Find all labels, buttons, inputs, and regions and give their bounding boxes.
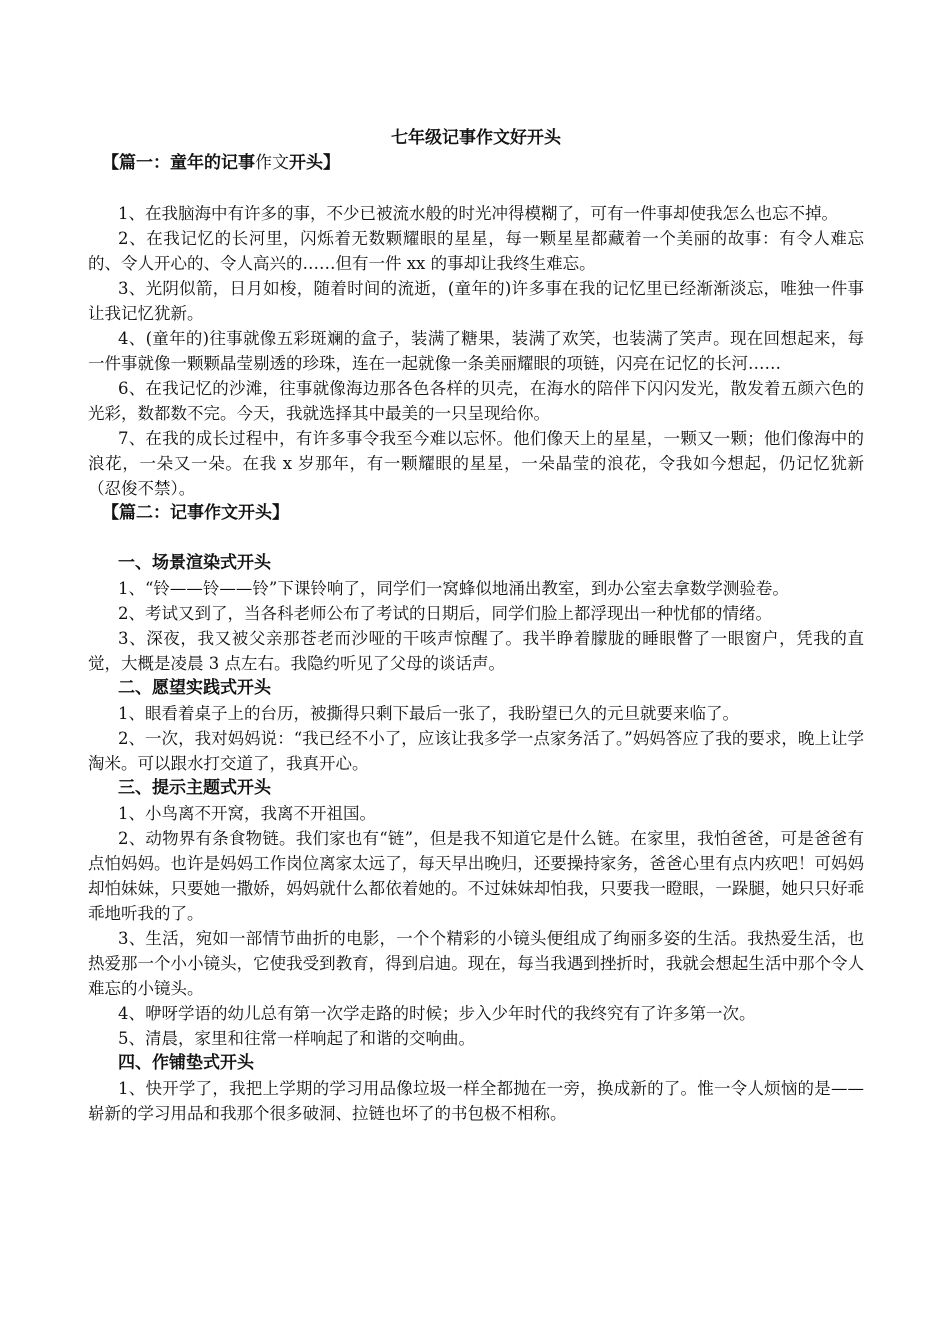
part1-heading-post: 开头】 [289, 153, 340, 173]
part2-heading: 【篇二：记事作文开头】 [102, 503, 289, 523]
document-title: 七年级记事作文好开头 [391, 128, 561, 148]
paragraph: 2、一次，我对妈妈说：“我已经不小了，应该让我多学一点家务活了。”妈妈答应了我的要求，晚上让学淘米。可以跟水打交道了，我真开心。 [88, 729, 864, 773]
paragraph: 3、生活，宛如一部情节曲折的电影，一个个精彩的小镜头便组成了绚丽多姿的生活。我热爱生活，也热爱那一个小小镜头，它使我受到教育，得到启迪。现在，每当我遇到挫折时，我就会想起生活中那个令人难忘的小镜头。 [88, 929, 864, 998]
paragraph: 2、考试又到了，当各科老师公布了考试的日期后，同学们脸上都浮现出一种忧郁的情绪。 [118, 604, 772, 623]
paragraph: 4、咿呀学语的幼儿总有第一次学走路的时候；步入少年时代的我终究有了许多第一次。 [118, 1004, 756, 1023]
paragraph: 3、深夜，我又被父亲那苍老而沙哑的干咳声惊醒了。我半睁着朦胧的睡眼瞥了一眼窗户，凭我的直觉，大概是凌晨 3 点左右。我隐约听见了父母的谈话声。 [88, 629, 864, 673]
paragraph: 2、动物界有条食物链。我们家也有“链”，但是我不知道它是什么链。在家里，我怕爸爸，可是爸爸有点怕妈妈。也许是妈妈工作岗位离家太远了，每天早出晚归，还要操持家务，爸爸心里有点内疚吧！可妈妈却怕妹妹，只要她一撒娇，妈妈就什么都依着她的。不过妹妹却怕我，只要我一瞪眼，一跺腿，她只只好乖乖地听我的了。 [88, 829, 864, 923]
part1-heading [102, 151, 864, 176]
paragraph: 1、在我脑海中有许多的事，不少已被流水般的时光冲得模糊了，可有一件事却使我怎么也忘不掉。 [118, 204, 838, 223]
part1-heading-mid: 作文 [255, 153, 289, 173]
part1-heading-pre: 【篇一：童年的记事 [102, 153, 255, 173]
document-page [88, 126, 864, 1126]
paragraph: 1、眼看着桌子上的台历，被撕得只剩下最后一张了，我盼望已久的元旦就要来临了。 [118, 704, 739, 723]
blank-line [88, 176, 864, 201]
paragraph: 6、在我记忆的沙滩，往事就像海边那各色各样的贝壳，在海水的陪伴下闪闪发光，散发着五颜六色的光彩，数都数不完。今天，我就选择其中最美的一只呈现给你。 [88, 379, 864, 423]
section-heading: 二、愿望实践式开头 [118, 678, 271, 698]
section-heading: 一、场景渲染式开头 [118, 553, 271, 573]
section-heading: 三、提示主题式开头 [118, 778, 271, 798]
paragraph: 1、快开学了，我把上学期的学习用品像垃圾一样全都抛在一旁，换成新的了。惟一令人烦恼的是——崭新的学习用品和我那个很多破洞、拉链也坏了的书包极不相称。 [88, 1079, 864, 1123]
paragraph: 2、在我记忆的长河里，闪烁着无数颗耀眼的星星，每一颗星星都藏着一个美丽的故事：有令人难忘的、令人开心的、令人高兴的……但有一件 xx 的事却让我终生难忘。 [88, 229, 864, 273]
paragraph: 1、小鸟离不开窝，我离不开祖国。 [118, 804, 376, 823]
paragraph: 5、清晨，家里和往常一样响起了和谐的交响曲。 [118, 1029, 475, 1048]
paragraph: 1、“铃——铃——铃”下课铃响了，同学们一窝蜂似地涌出教室，到办公室去拿数学测验卷。 [118, 579, 789, 598]
section-heading: 四、作铺垫式开头 [118, 1053, 254, 1073]
paragraph: 3、光阴似箭，日月如梭，随着时间的流逝，(童年的)许多事在我的记忆里已经渐渐淡忘，唯独一件事让我记忆犹新。 [88, 279, 864, 323]
paragraph: 4、(童年的)往事就像五彩斑斓的盒子，装满了糖果，装满了欢笑，也装满了笑声。现在回想起来，每一件事就像一颗颗晶莹剔透的珍珠，连在一起就像一条美丽耀眼的项链，闪亮在记忆的长河…… [88, 329, 864, 373]
blank-line [88, 526, 864, 551]
paragraph: 7、在我的成长过程中，有许多事令我至今难以忘怀。他们像天上的星星，一颗又一颗；他们像海中的浪花，一朵又一朵。在我 x 岁那年，有一颗耀眼的星星，一朵晶莹的浪花，令我如今想起，仍记忆犹新（忍俊不禁）。 [88, 429, 864, 498]
